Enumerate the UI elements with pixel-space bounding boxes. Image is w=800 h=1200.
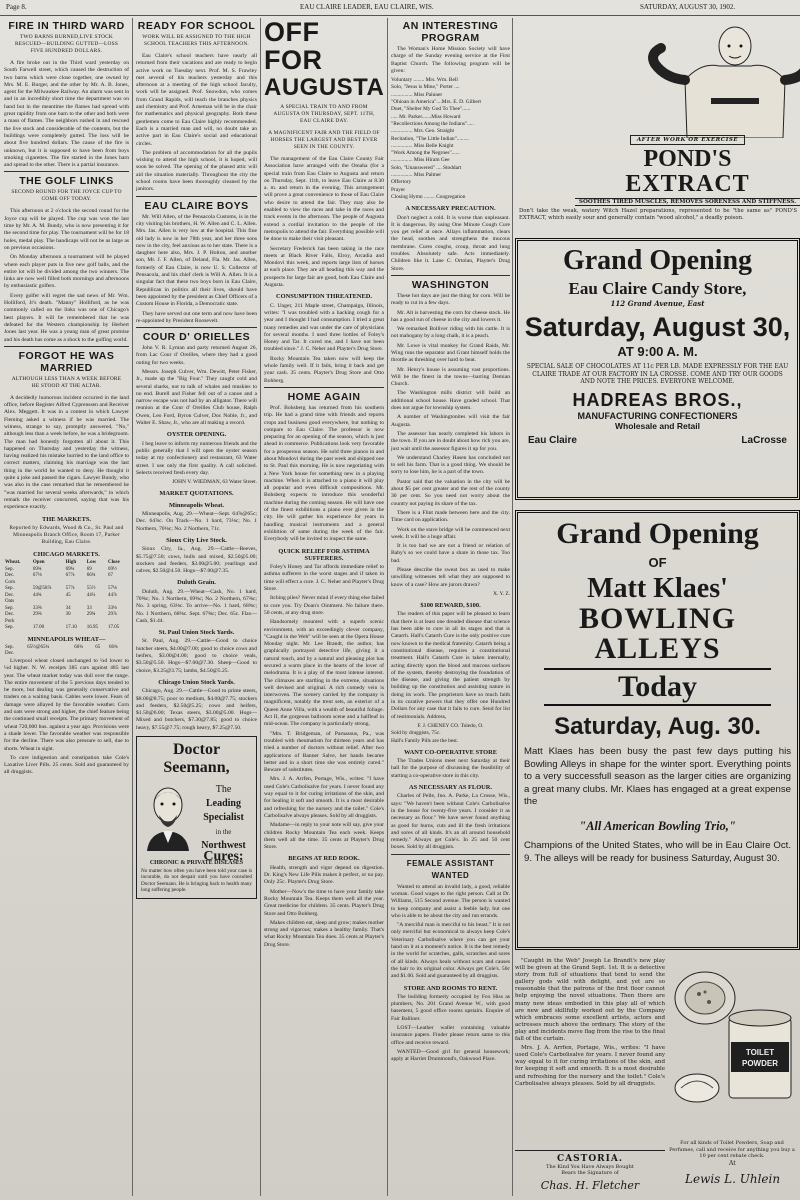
ponds-ad [575, 126, 800, 206]
candy-time: AT 9:00 A. M. [617, 344, 698, 359]
article-paragraph: Mr. Alt is harvesting the corn for cheese stock. He has a good run of cheese in the city and lowers it. [391, 309, 510, 323]
ponds-tagline: SOOTHES TIRED MUSCLES, REMOVES SORENESS AND STIFFNESS. [575, 198, 800, 206]
reward-signature: F. J. CHENEY CO. Toledo, O. [417, 722, 484, 729]
table-header-cell: Open [32, 560, 45, 566]
article-paragraph: The building formerly occupied by Fox Hiss as plumbers, No. 201 Grand Avenue W., with good basement, 5 good office rooms upstairs. Enquire of Fair Balliner. [391, 993, 510, 1022]
advertisement-text: To cure indigestion and constipation take Cole's Laxative Liver Pills. 25 cents. Sold and guaranteed by all druggists. [4, 754, 129, 776]
candy-date: Saturday, August 30, [524, 312, 791, 342]
article-paragraph: WANTED—Good girl for general housework; apply at Harriet Drummond's, Oakwood Place. [391, 1048, 510, 1063]
oyster-signature: JOHN V. WIEDMAN, 63 Water Street. [172, 479, 257, 486]
article-paragraph: The management of the Eau Claire County Fair Association have arranged with the Omaha (for a special train from Eau Claire to Augusta and return on Thursday, Sept. 11th, to leave Eau Claire at 8.30 a. m. and return in the evening. This arrangement will prove a great convenience to those of Eau Claire who desire to attend the fair. They may also be enabled to view the races and take in the races and track events in the afternoon. The people of Augusta extend a cordial invitation to the people of the metropolis to attend the fair. Everything possible will be done to make their visit pleasant. [264, 156, 384, 243]
table-cell: 29⅜ [32, 612, 42, 618]
article-paragraph: Don't neglect a cold. It is worse than unpleasant. It is dangerous. By using One Minute Cough Cure you get relief at once. Allays inflammation, clears the head, soothes and strengthens the mucous membrane. Cures coughs, croup, throat and lung troubles. Absolutely safe. Acts immediately. Children like it. Lane C. Ortolan, Playter's Drug Store. [391, 214, 510, 272]
article-paragraph: Secretary Frederick has been taking in the race meets at Black River Falls, Elroy, Arcadia and Mondovi this week, and reports large lists of horses at each place. They are all heading this way and the prospects for large fair are good, both Eau Claire and Augusta. [264, 245, 384, 289]
article-deck: A MAGNIFICENT FAIR AND THE FIELD OF HORSES THE LARGEST AND BEST EVER SEEN IN THE COUNTY. [268, 130, 380, 150]
article-paragraph: These hot days are just the thing for corn. Will be ready to cut in a few days. [391, 292, 510, 307]
bowling-word: BOWLING [578, 602, 737, 635]
bowling-body-2: Champions of the United States, who will be in Eau Claire Oct. 9. The alleys will be ready for business Saturday, August 30. [524, 839, 791, 864]
program-item: Prayer [391, 186, 406, 193]
article-paragraph: A decidedly humorous incident occurred in the land office, before Register Alfred Cyprenssen and Receiver Alex. Meggett. It was in a contest in which Lawyer Fleming asked a witness if he was married. The witness, strange to say, promptly answered, "No," although less than a week before, he was a bridegroom. The man had honestly forgotten all about it. This happened on Thursday and yesterday the witness, having realized his mistake hurried to the land office to correct matters, claiming his marriage was the last thing in the world he wanted to deny. He thought it quite a joke and passed the cigars. Lawyer Bundy, who was also in the case remarked that he remembered he "was married for several weeks afterwards," in which remark the receiver concurred, saying that was his experience exactly. [4, 394, 129, 511]
article-paragraph: Madame—in reply to your note will say, give your children Rocky Mountain Tea each week. Keeps them well all the time. 35 cents at Playter's Drug Store. [264, 822, 384, 851]
table-cell: 67 [108, 573, 114, 579]
market-subheading: Duluth Grain. [177, 579, 216, 587]
column-rule [260, 18, 261, 1196]
table-cell: Dec. [5, 612, 15, 618]
table-cell: Sep. [5, 605, 14, 611]
castoria-ad [515, 1150, 665, 1192]
market-paragraph: St. Paul, Aug. 29.—Cattle—Good to choice butcher steers, $4.00@7.00; good to choice cows and heifers, $3.00@4.00; good to choice veals, $3.50@5.50. Hogs—$7.00@7.30. Sheep—Good to choice, $3.25@3.75; lambs, $4.50@5.25. [136, 638, 257, 674]
table-cell: 44¾ [32, 592, 42, 598]
article-paragraph: A number of Washingtonites will visit the fair Augusta. [391, 414, 510, 428]
article-paragraph: There is a Flint made between here and the city. Time card on application. [391, 509, 510, 524]
table-cell: 44¼ [86, 592, 96, 598]
table-cell: 17.10 [65, 625, 77, 631]
doctor-name: Doctor Seemann, [163, 741, 230, 777]
table-header-cell: Close [108, 560, 120, 566]
table-cell: 34 [65, 605, 71, 611]
article-paragraph: Makes children eat, sleep and grow; makes mother strong and vigorous; makes a healthy family. That's what Rocky Mountain Tea does. 35 cents at Playter's Drug Store. [264, 919, 384, 948]
seemann-northwest: Northwest [201, 840, 246, 852]
bowling-date: Saturday, Aug. 30. [554, 713, 761, 740]
article-deck: SECOND ROUND FOR THE JOYCE CUP TO COME OFF TODAY. [11, 189, 122, 203]
article-paragraph: LOST—Leather wallet containing valuable insurance papers. Finder please return same to this office and receive reward. [391, 1025, 510, 1046]
table-cell: Corn [5, 579, 15, 585]
article-paragraph: Handsomely mounted with a superb scenic environment, with an exceedingly clever company, "Caught in the Web" will be seen at the Opera House Monday night. Mr. Lee Brandt, the author, has graphically portrayed detective life, giving it a natural touch, and by a natural and pleasing plot has secured a warm place in the hearts of the lover of melodrama. It is a play of the most intense interest. The climaxes are startling in the extreme, situations well devised and original. A rich comedy vein is interwoven. The scenery carried by the company is magnificent, notably the trent sets, an exterior of a Queen Anne Villa, with a wealth of beautiful foliage. Act II, the gorgeous ballroom scene and a halfleaf in mid-ocean. The company is particularly strong. [264, 619, 384, 728]
article-paragraph: Messrs. Joseph Culver, Wm. Dewitt, Peter Fisher, Jr., made up the "Big Four." They caught cold and several sharks, not to talk of whales and muskies to no end. Burell and Fisher fell out of a canoe and a narrow escape was not had by an alligator. There will reunion at the Cour d' Oreilles Club house, Ralph Owen, Leo Ford, Byron Culver, Doc Noble, Jr., and Walter E. Shaw, Jr., who are all making a record. [136, 368, 257, 427]
table-cell: Dec. [5, 592, 15, 598]
bowling-body: Matt Klaes has been busy the past few days putting his Bowling Alleys in shape for the winter sport. Everything points to a very successfull season as the larger cities are organizing a great many clubs. Mr. Klaes has engaged at a great expense the [524, 746, 791, 808]
candy-wholesale: Wholesale and Retail [614, 420, 701, 431]
article-paragraph: "Mrs. T. Bridgeman, of Parnassus, Pa., was troubled with rheumatism for thirteen years and has tried a number of doctors without relief. After two applications of Banner Salve, her hands became better and in a short time she was entirely cured." Beware of substitutes. [264, 730, 384, 774]
program-item: ................ Miss Belle Knight [391, 142, 454, 149]
seemann-specialist: Specialist [203, 812, 244, 824]
market-subheading: Minneapolis Wheat. [169, 501, 224, 509]
article-paragraph: Eau Claire's school teachers have nearly all returned from their vacations and are ready to begin active work on Tuesday next. Prof. M. S. Frawley met several of his teachers yesterday and this afternoon at a meeting of the high school faculty, work will be assigned. Prof. Snowdon, who comes from Grand Rapids, will teach the branches physics and chemistry and Prof. Arneman will be in the chair for mathematics and physical geography. Both these gentlemen come to Eau Claire highly recommended. Each is a married man and will, no doubt take an active part in Eau Claire's social and educational circles. [136, 53, 257, 147]
table-cell: 33⅝ [32, 605, 42, 611]
program-item: ................ Miss Paluner [391, 91, 443, 98]
seemann-diseases: CHRONIC & PRIVATE DISEASES [149, 860, 244, 867]
market-subheading: Sioux City Live Stock. [166, 536, 227, 544]
program-item: Recitation, "The Little Indian"......... [391, 135, 469, 142]
program-item: ................ Miss Hiram Gee [391, 157, 450, 164]
minneapolis-wheat-heading: MINNEAPOLIS WHEAT— [27, 635, 106, 643]
program-item: ..... Mr. Parker.......Miss Howard [391, 113, 461, 120]
powder-jar-illustration [667, 958, 797, 1138]
candy-store-ad [515, 238, 800, 500]
article-paragraph: C. Unger, 211 Maple street, Champaign, Illinois, writes: "I was troubled with a hacking cough for a year and I thought I had consumption. I tried a great many remedies and was under the care of physicians for several months. I used three bottles of Foley's Honey and Tar. It cured me, and I have not been troubled since." J. C. Neher and Playter's Drug Store. [264, 302, 384, 353]
table-cell: 67⅛ [32, 573, 42, 579]
augusta-headline-2: AUGUSTA [264, 74, 384, 101]
column-rule [132, 18, 133, 1196]
market-quotations-heading: MARKET QUOTATIONS. [159, 490, 234, 498]
doctor-portrait [141, 781, 195, 851]
bowling-today: Today [544, 668, 771, 706]
market-subheading: Chicago Union Stock Yards. [158, 678, 235, 686]
article-paragraph: Charles of Pelle, Jno. A. Parke, La Crosse, Wis., says: "We haven't been without Cole's Carbolisalve in the house for twenty-five years. I consider it as necessary as flour." We have never found anything as good for burns, cuts and ill the fresh irritations and sores of all kinds. It's an all around household remedy." Always get Cole's. In 25 and 50 cent boxes. Sold by all druggists. [391, 793, 510, 851]
market-paragraph: Sioux City, Ia., Aug. 29.—Cattle—Beeves, $5.75@7.50; cows, bulls and mixed, $2.50@5.00; stockers and feeders, $3.00@5.00; yearlings and calves, $2.50@4.50. Hogs—$7.00@7.35. [136, 546, 257, 575]
article-deck: A SPECIAL TRAIN TO AND FROM AUGUSTA ON THURSDAY, SEPT. 11TH, EAU CLAIRE DAY. [273, 104, 375, 124]
ponds-after-work: AFTER WORK OR EXERCISE [630, 135, 745, 145]
article-paragraph: Liverpool wheat closed unchanged to ¼d lower to ¼d higher. N. W. receipts 385 cars against 485 last year. The wheat market today was dull over the range. The entire movement of the 5 previous days tended to be more, but dealing was generally conservative and traders on a waiting basis. Cables were lower. Fears of damage were allayed by the favorable weather. Corn and oats were strong and higher, the chief feature being the continued small receipts. The primary movement of wheat 720,000 bus. against a year ago. Provisions were a shade lower. The favorable weather was responsible for the decline. There was also pressure to sell, due to shorts. Wheat in sight. [4, 657, 129, 752]
reward-sold: Sold by druggists, 75c. [391, 730, 441, 737]
table-cell: 59@58⅞ [32, 586, 52, 592]
column-rule [512, 18, 513, 1196]
table-cell: 33⅛ [108, 605, 117, 611]
article-paragraph: A fire broke out in the Third ward yesterday on South Farwell street, which caused the destruction of two barns which were close together, one owned by Mrs. M. E. Burger, and the other by Mr. A. B. Jones, agent for the Milwaukee Railway. An alarm was sent in and in an incredibly short time the department was on hand but in the meantime the flames had spread with great rapidity from one barn to the other and both were a mass of flames. The neighbors rushed in and rescued the live stock and considerable of the contents, but the buildings were completely gutted. The loss will be about five hundred dollars. The cause of the fire is unknown, but it is supposed to have been from boys smoking cigarettes. The fire started in the Jones barn and spread to the other. There is a partial insurance. [4, 60, 129, 169]
article-paragraph: The readers of this paper will be pleased to learn that there is at least one dreaded disease that science has been able to cure in all its stages and that is Catarrh. Hall's Catarrh Cure is the only positive cure now known to the medical fraternity. Catarrh being a constitutional disease, requires a constitutional treatment. Hall's Catarrh Cure is taken internally, acting directly upon the blood and mucous surfaces of the system, thereby destroying the foundation of the disease, and giving the patient strength by building up the constitution and assisting nature in doing its work. The proprietors have so much faith in its curative powers that they offer one Hundred Dollars for any case that it fails to cure. Send for list of testimonials. Address, [391, 611, 510, 720]
table-cell: 69¾ [65, 566, 75, 572]
program-item: Solo, "Jesus is Mine," Porter .... [391, 84, 460, 91]
washington-paragraphs [391, 293, 510, 589]
castoria-signature: Chas. H. Fletcher [540, 1179, 640, 1192]
uhlein-signature: Lewis L. Uhlein [685, 1172, 781, 1186]
article-paragraph: Mrs. J. A. Arrfen, Portage, Wis., writes: "I have used Cole's Carbolisalve for years. I never found any way equal to it for curing irritations of the skin, and for keeping it soft and smooth. It is a most desirable and refreshing for the nursery and the toilet." Cole's Carbolisalve always pleases. Sold by all druggists. [515, 1045, 665, 1087]
chicago-markets-heading: CHICAGO MARKETS. [33, 550, 100, 558]
market-paragraph: Chicago, Aug. 29.—Cattle—Good to prime steers, $8.00@8.75; poor to medium, $4.00@7.75; stockers and feeders, $2.50@5.25; cows and heifers, $1.50@6.00; Texas steers, $3.00@5.00. Hogs—Mixed and butchers, $7.30@7.85; good to choice heavy, $7.55@7.75; rough heavy, $7.25@7.50. [136, 688, 257, 731]
precaution-heading: A NECESSARY PRECAUTION. [405, 205, 496, 213]
table-cell: Dec. [5, 651, 15, 657]
article-paragraph: Mrs. J. A. Arrfen, Portage, Wis., writes: "I have used Cole's Carbolisalve for years. I never found any way equal to it for curing irritations of the skin, and for healing it soft and smooth. It is a most desirable and refreshing for the nursery and the toilet." Cole's Carbolisalve always pleases. Sold by all druggists. [264, 776, 384, 819]
article-paragraph: I beg leave to inform my numerous friends and the public generally that I will open the oyster season today at my confectionery and restaurant, 63 Water street. I use only the first quality. A call solicited. Selects received fresh every day. [136, 440, 257, 476]
page-number: Page 8. [6, 3, 27, 11]
table-header-cell: Low [86, 560, 97, 566]
bowling-trio: "All American Bowling Trio," [579, 818, 736, 833]
table-cell: 65½@65¾ [27, 644, 50, 650]
consumption-heading: CONSUMPTION THREATENED. [276, 293, 372, 301]
castoria-title: CASTORIA. [557, 1154, 623, 1164]
uhlein-at: At [729, 1160, 736, 1167]
table-cell: Sep. [5, 625, 14, 631]
doctor-seemann-ad [136, 736, 257, 899]
article-paragraph: Mr. Henry's house is assuming vast proportions. Will be the finest in the towns—barring Demian Church. [391, 366, 510, 388]
ponds-body: Don't take the weak, watery Witch Hazel preparations, represented to be "the same as" POND'S EXTRACT, which easily sour and generally contain "wood alcohol," a deadly poison. [519, 208, 797, 221]
program-item: "Work Among the Negroes"...... [391, 150, 460, 157]
table-cell: 30 [65, 612, 71, 618]
article-paragraph: The Trades Unions meet next Saturday at their hall for the purpose of discussing the feasibility of starting a co-operative store in this city. [391, 758, 510, 779]
article-paragraph: Prof. Bohsberg has returned from his southern trip. He had a grand time with friends and reports crops and business good everywhere, but nothing to compare to Eau Claire. The professor is now preparing for an opening of the season, which is just ahead in commerce. Publications look very favorable for a prosperous season. He sold three pianos in and about Mondovi during the past week and shipped one to St. Paul this morning. He is now negotiating with a New York house for something new in a playing machine. When it is attached to a piano it will play all popular and even difficult compositions. Mr. Bohsberg expects to introduce this wonderful machine during the coming season. He will have one of the finest exhibitions a piano ever given in the city. He will gather his experience for years in handling musical instruments and a general exhibition of same during the week of the fair. Everybody will be invited to inspect the same. [264, 404, 384, 543]
program-item: ................ Miss Palmer [391, 172, 442, 179]
chicago-markets-table [4, 560, 129, 632]
article-paragraph: The problem of accommodation for all the pupils wishing to attend the high school, it is hoped, will soon be solved. The opening of the phased attic will aid the situation materially. Throughout the city the school rooms have been thoroughly cleaned by the janitors. [136, 149, 257, 193]
article-paragraph: "A merciful man is merciful to his beast." It is not only merciful but economical to always keep Cole's Veterinary Carbolisalve where you can get your hand on it at a moment's notice. It is the best remedy in the world for scratches, galls, scratches and sores of all kinds. Always heals without scars and causes the hair to its original color. Always get Cole's. 50c and $1.00. Sold and guaranteed by all druggists. [391, 922, 510, 980]
article-heading: HOME AGAIN [264, 387, 384, 403]
table-cell: 69 [86, 566, 92, 572]
masthead [0, 0, 800, 16]
candy-store-name: Eau Claire Candy Store, [568, 279, 747, 298]
castoria-subtitle: The Kind You Have Always Bought [546, 1164, 634, 1170]
market-paragraph: Minneapolis, Aug. 29.—Wheat—Sept. 64⅞@65c; Dec. 64⅞c. On Track—No. 1 hard, 73⅛c; No. 1 Northern, 70⅛c; No. 2 Northern, 71c. [136, 511, 257, 532]
article-paragraph: Every golfer will regret the sad news of Mr. Wm. Holliford, Jr's death. "Manny" Holliford, as he was commonly called on the links was one of Chicago's best players. It will be remembered that he was defeated for the Western championship by Herbert Jones last year. He was a young man of great promise and his death has come as a shock to the golfing world. [4, 292, 129, 343]
asthma-heading: QUICK RELIEF FOR ASTHMA SUFFERERS. [278, 547, 370, 562]
table-cell: Sep. [5, 586, 14, 592]
begins-heading: BEGINS AT RED ROOK. [288, 855, 360, 863]
article-paragraph: On Monday afternoon a tournament will be played where each player puts in five new golf balls, and the entire lot will be divided among the two winners. The links are now well filled both mornings and afternoons by enthusiastic golfers. [4, 254, 129, 290]
article-paragraph: Mr. Lowe is vital monkey for Grand Raids, Mr. Wing runs the separator and Grant himself holds the throttle as threshing over hard to beat. [391, 342, 510, 364]
ponds-extract: EXTRACT [625, 171, 750, 197]
athlete-illustration [515, 18, 800, 138]
article-paragraph: This afternoon at 2 o'clock the second round for the Joyce cup will be played. The cup was won the last time by Mr. A. M. Bundy, who is now presenting it for the second time for play. The tournament will be for 18 holes, medal play. The handicaps will not be as large as on previous occasions. [4, 208, 129, 251]
market-paragraph: Duluth, Aug. 29.—Wheat—Cash, No. 1 hard, 70⅝c; No. 1 Northern, 69⅝c; No. 2 Northern, 67⅜c; No. 3 spring, 63⅛c. To arrive—No. 1 hard, 68⅝c; No. 1 Northern, 68⅜c. Sept. 67⅝c; Dec. 65c. Flax—Cash, $1.44. [136, 588, 257, 624]
candy-city-2: LaCrosse [741, 434, 787, 446]
candy-cities [524, 435, 791, 446]
table-cell: 66¾ [74, 644, 83, 650]
article-deck: ALTHOUGH LESS THAN A WEEK BEFORE HE STOOD AT THE ALTAR. [11, 375, 122, 389]
table-cell: Pork [5, 618, 15, 624]
candy-city-1: Eau Claire [528, 434, 577, 446]
article-paragraph: Itching piles? Never mind if every thing else failed to cure you. Try Doan's Ointment. No failure there. 50 cents, at any drug store. [264, 595, 384, 616]
candy-special-sale: SPECIAL SALE OF CHOCOLATES AT 11c PER LB. MADE EXPRESSLY FOR THE EAU CLAIRE TRADE AT OUR FACTORY IN LA CROSSE. COME AND TRY OUR GOODS AND NOTE THE PRICES. EVERYONE WELCOME. [526, 363, 789, 386]
article-heading: THE GOLF LINKS [4, 171, 129, 187]
seemann-in-the: in the [215, 828, 232, 837]
seemann-leading: Leading [205, 798, 241, 810]
table-cell: 65 [95, 644, 101, 650]
article-heading: FORGOT HE WAS MARRIED [4, 346, 129, 374]
advertisement-column [515, 18, 800, 1196]
column-3 [264, 18, 384, 1196]
store-heading: STORE AND ROOMS TO RENT. [403, 984, 498, 992]
program-list [391, 77, 510, 201]
reward-heading: $100 REWARD, $100. [420, 602, 481, 610]
portrait-illustration [141, 781, 195, 851]
article-paragraph: The assessor has nearly completed his labors in the town. If you are in doubt about how rich you are, just wait until the assessor figures it up for you. [391, 430, 510, 452]
issue-date: SATURDAY, AUGUST 30, 1902. [640, 3, 736, 11]
article-paragraph: Rocky Mountain Tea taken now will keep the whole family well. If it fails, bring it back and get your cash. 35 cents. Playter's Drug Store and Otto Bohberg. [264, 355, 384, 384]
program-item: "Ohioan in America"....Mrs. E. D. Gilbert [391, 99, 482, 106]
program-item: Solo, "Unanswered" .... Stoddart [391, 164, 462, 171]
table-cell: 33 [86, 605, 92, 611]
castoria-bears: Bears the Signature of [561, 1170, 619, 1176]
washington-signature: X. Y. Z. [493, 590, 510, 597]
table-cell: 44⅞ [108, 592, 117, 598]
bowling-owner-name: Matt Klaes' [587, 573, 728, 604]
table-cell: 69½ [108, 566, 117, 572]
program-item: Closing Hymn ........ Congregation [391, 193, 466, 200]
table-cell: 17.05 [108, 625, 120, 631]
bowling-grand-opening: Grand Opening [556, 517, 759, 550]
program-item: "Recollections Among the Indians"..... [391, 120, 474, 127]
table-header-cell: Wheat. [5, 560, 21, 566]
candy-store-address: 112 Grand Avenue, East [610, 299, 705, 308]
table-cell: Dec. [5, 573, 15, 579]
toilet-powder-ad [515, 958, 800, 1196]
article-paragraph: Please describe the sweat box as used to make unwilling witnesses tell what they are supposed to know of a case? How are jurors drawn? [391, 567, 510, 588]
table-cell: Sep. [5, 644, 14, 650]
powder-jar-label-1: TOILET [745, 1048, 775, 1057]
table-cell: 57⅛ [108, 586, 117, 592]
table-cell: 66¾ [108, 644, 118, 650]
candy-manufacturing: MANUFACTURING CONFECTIONERS [577, 410, 738, 421]
bowling-of: OF [648, 555, 667, 570]
column-1 [4, 18, 129, 1196]
table-cell: 16.95 [86, 625, 99, 631]
powder-jar-label-2: POWDER [742, 1059, 778, 1068]
newspaper-title: EAU CLAIRE LEADER, EAU CLAIRE, WIS. [300, 3, 434, 11]
candy-grand-opening: Grand Opening [562, 245, 753, 276]
market-subheading: St. Paul Union Stock Yards. [158, 629, 235, 637]
article-paragraph: "Caught in the Web" Joseph Le Brandt's new play will be given at the Grand Sept. 1st. It is a detective story from full of situations that tend to send the gallery gods wild with delight, and yet are so reasonable that the patrons of the first floor cannot help enjoying the novel situations. Then there are many new ideas embodied in this play all of which are new and skillfully worked out by the Company which embraces some excellent artists, actors and actresses much above the ordinary. The story of the play and incidents move flag from the rise to the final fall of the curtain. [515, 958, 665, 1043]
ponds-name: POND'S [643, 146, 732, 172]
program-item: Voluntary ........ Mrs. Wm. Bell [391, 77, 458, 84]
table-cell: 29⅞ [108, 612, 117, 618]
table-cell: 45 [65, 592, 71, 598]
seemann-fine-print: No matter how often you have been told your case is incurable, do not despair until you have consulted Doctor Seemann. He is bringing back to health many long suffering people. [141, 867, 252, 894]
article-heading: READY FOR SCHOOL [137, 20, 256, 32]
article-paragraph: They have served out one term and now have been re-appointed by President Roosevelt. [136, 310, 257, 324]
article-paragraph: The Washington mills district will build an additional school house. Have graded school. That does not argue for township system. [391, 390, 510, 412]
markets-subheading: Reported by Edwards, Wood & Co., St. Paul and Minneapolis Branch Office, Room 17, Parker Building, Eau Claire. [9, 524, 124, 545]
coop-heading: WANT CO-OPERATIVE STORE [403, 748, 498, 756]
flour-heading: AS NECESSARY AS FLOUR. [409, 784, 492, 792]
table-cell: 55½ [86, 586, 96, 592]
augusta-headline-1: OFF FOR [264, 18, 323, 75]
article-paragraph: We understand Charley Hasen has concluded not to sell his farm. That is a good thing. We should be sorry to lose him, he is a part of the town. [391, 454, 510, 476]
article-paragraph: We remarked Bolliver riding with his cattle. It is not mahogany by a long chalk, it is a peach. [391, 326, 510, 340]
program-item: Duet, "Shelter My God To Thee"...... [391, 106, 471, 113]
table-cell: 17.00 [32, 625, 45, 631]
candy-firm-name: HADREAS BROS., [572, 389, 743, 410]
article-heading: FEMALE ASSISTANT WANTED [391, 854, 510, 882]
table-cell: 29¾ [86, 612, 96, 618]
article-paragraph: Health, strength and vigor depend on digestion. Dr. King's New Life Pills makes it perfect, or no pay. Only 25c. Playter's Drug Store. [264, 864, 384, 886]
cole-text [515, 958, 665, 1090]
seemann-the: The [215, 784, 232, 796]
article-paragraph: Pastor said that the valuation in the city will be about $5 per cent greater and the rest of the county 30 per cent. So you need not worry about the country not paying its share of the tax. [391, 478, 510, 507]
article-heading: EAU CLAIRE BOYS [136, 196, 257, 212]
column-rule [387, 18, 388, 1196]
table-header-cell: High [65, 560, 77, 566]
program-item: Offertory [391, 179, 412, 186]
table-cell: Sep. [5, 566, 14, 572]
column-2 [136, 18, 257, 1196]
minneapolis-wheat-table [4, 645, 129, 658]
article-paragraph: Mother—Now's the time to have your family take Rocky Mountain Tea. Keeps them well all the year. Great medicine for children. 35 cents. Playter's Drug Store and Otto Bohberg. [264, 888, 384, 917]
article-heading: AN INTERESTING PROGRAM [402, 20, 499, 44]
article-paragraph: The Woman's Home Mission Society will have charge of the Sunday evening service at the First Baptist Church. The following program will be given: [391, 46, 510, 74]
toilet-powder-illustration [667, 958, 797, 1138]
seemann-cures: Cures: [203, 849, 244, 865]
table-row [4, 625, 129, 632]
article-heading: FIRE IN THIRD WARD [8, 20, 125, 32]
column-4 [391, 18, 510, 1196]
oyster-heading: OYSTER OPENING. [166, 431, 227, 439]
alleys-word: ALLEYS [594, 632, 721, 665]
article-paragraph: It is too bad we are not a friend or relation of Baby's so we could have a share in those tax. Too bad. [391, 543, 510, 564]
article-heading: COUR D' ORIELLES [136, 327, 257, 343]
article-paragraph: Foley's Honey and Tar affords immediate relief to asthma sufferers in the worst stages and if taken in time will effect a cure. J. C. Neher and Playter's Drug Store. [264, 564, 384, 593]
article-heading: WASHINGTON [391, 275, 510, 291]
markets-heading: THE MARKETS. [41, 515, 91, 523]
article-paragraph: John V. R. Lyman and party returned August 26, from Lac Cour d' Oreilles, where they had a good outing for two weeks. [136, 345, 257, 366]
reward-pills: Hall's Family Pills are the best. [391, 737, 459, 744]
toilet-powder-caption: For all kinds of Toilet Powders, Soap and Perfumes, call and receive for anything you buy a 10 per cent rebate check. [669, 1140, 795, 1159]
table-cell: 57⅞ [65, 586, 75, 592]
article-paragraph: Wanted to attend an invalid lady, a good, reliable woman. Good wages to the right person. Call at Dr. Williams, 515 Second avenue. The person is wanted to keep company and assist a feeble lady, but one who is able to be about the city and run errands. [391, 883, 510, 919]
program-item: ................ Mrs. Geo. Straight [391, 128, 455, 135]
article-paragraph: Work on the stave bridge will be commenced next week. It will be a huge affair. [391, 526, 510, 540]
bowling-alleys-ad [515, 510, 800, 950]
table-cell: 67⅞ [65, 573, 75, 579]
table-cell: Oats [5, 599, 15, 605]
article-deck: TWO BARNS BURNED,LIVE STOCK RESCUED—BUILDING GUTTED—LOSS FIVE HUNDRED DOLLARS. [14, 34, 119, 54]
ponds-illustration [515, 18, 800, 138]
table-cell: 69¾ [32, 566, 42, 572]
article-paragraph: Mr. Will Allen, of the Pensacola Customs, is in the city visiting his brothers, H. W. Allen and C. L. Allen. Mrs. Jas. Allen is very low at the hospital. This fine old lady is now in her 78th year, and her three sons now in the city, feel anxious as to her state. There is a daughter here also, Mrs. J. P. Holton, and another son, Mr. J. F. Allen, of Deland, Fla. Mr. Jas. Allen, formerly of Eau Claire, is now U. S. Collector of Pensacola, and his chief clerk is Will A. Allen. It is a singular fact that these two boys born in Eau Claire, Republican in politics all their lives, should have been appointed by the president as Chief Officers of a Custom House in Florida, a Democratic state. [136, 213, 257, 308]
table-cell: 66¾ [86, 573, 96, 579]
article-deck: WORK WILL BE ASSIGNED TO THE HIGH SCHOOL TEACHERS THIS AFTERNOON. [142, 34, 251, 47]
